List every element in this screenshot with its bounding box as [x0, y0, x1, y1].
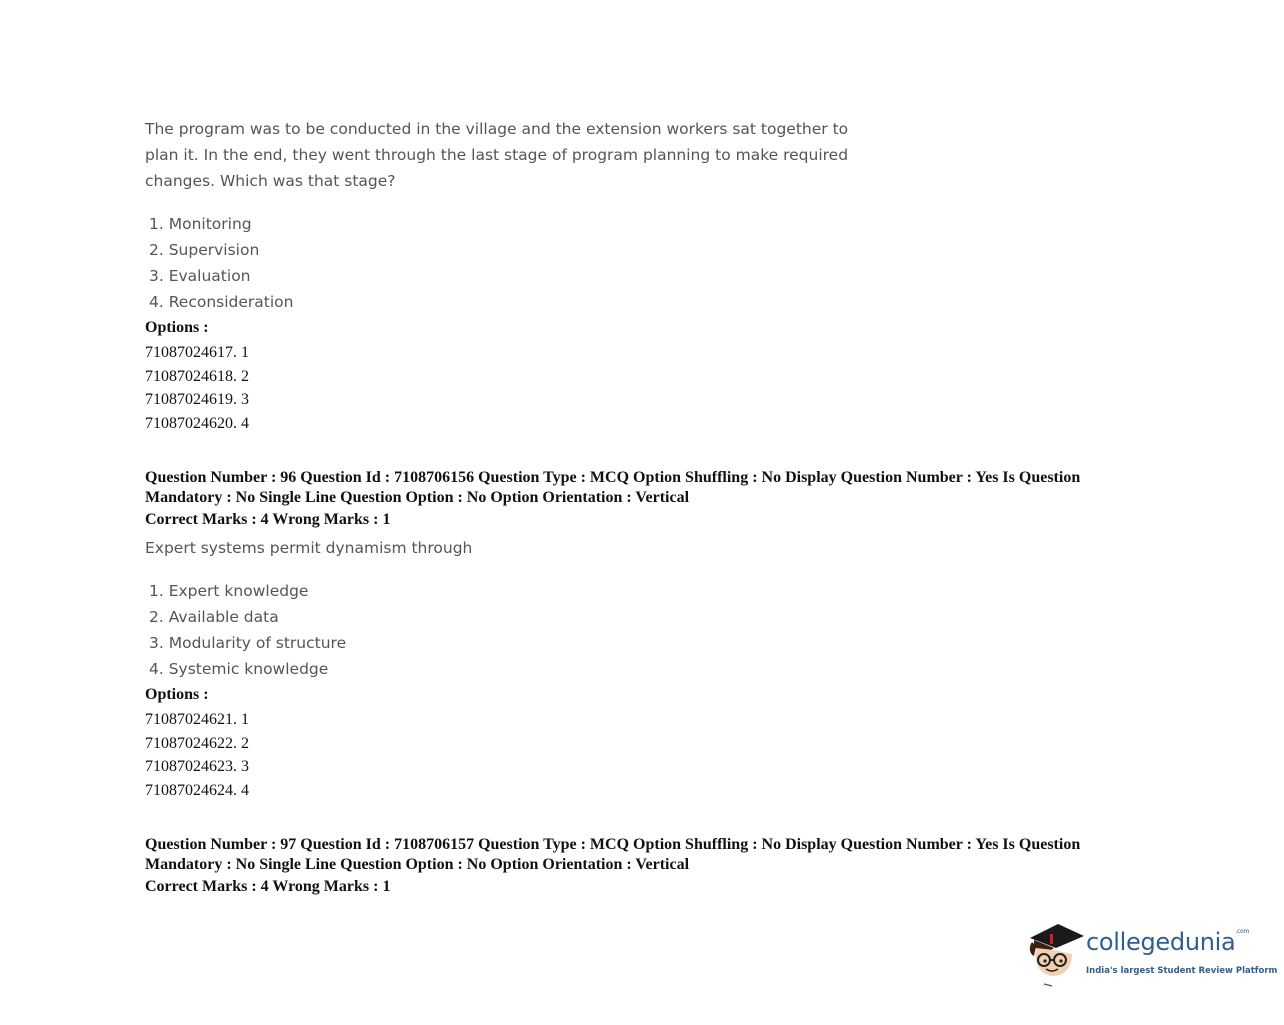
question-97-marks: Correct Marks : 4 Wrong Marks : 1 [145, 878, 391, 895]
option-id: 71087024623. 3 [145, 758, 249, 776]
option-id: 71087024617. 1 [145, 344, 249, 361]
question-96-choices [149, 578, 346, 682]
choice-item: 3. Modularity of structure [149, 634, 347, 652]
options-heading: Options : [145, 319, 209, 336]
option-id: 71087024624. 4 [145, 782, 249, 800]
question-96-options [145, 708, 249, 803]
brand-name-text: collegedunia [1086, 928, 1236, 956]
question-97-meta: Question Number : 97 Question Id : 7108706157 Question Type : MCQ Option Shuffling : No Display Question Number : Yes Is Question Mandatory : No Single Line Question Option : No Option Orientation : Vertical [145, 836, 1081, 873]
choice-item: 3. Evaluation [149, 267, 251, 285]
choice-item: 2. Available data [149, 608, 279, 626]
brand-name [1086, 928, 1249, 956]
option-id: 71087024619. 3 [145, 391, 249, 409]
question-96-text: Expert systems permit dynamism through [145, 539, 473, 557]
brand-tagline: India's largest Student Review Platform [1086, 966, 1278, 976]
choice-item: 4. Systemic knowledge [149, 660, 329, 678]
question-96-meta: Question Number : 96 Question Id : 7108706156 Question Type : MCQ Option Shuffling : No Display Question Number : Yes Is Question Mandatory : No Single Line Question Option : No Option Orientation : Vertical [145, 469, 1081, 506]
brand-suffix: .com [1235, 928, 1249, 935]
option-id: 71087024622. 2 [145, 734, 249, 752]
collegedunia-logo [1024, 918, 1278, 990]
choice-item: 1. Monitoring [149, 215, 252, 233]
question-96-marks: Correct Marks : 4 Wrong Marks : 1 [145, 511, 391, 528]
choice-item: 1. Expert knowledge [149, 582, 309, 600]
mascot-graduate-icon [1024, 918, 1086, 990]
question-95-choices [149, 211, 293, 315]
option-id: 71087024621. 1 [145, 711, 249, 728]
question-95-options [145, 341, 249, 436]
options-heading: Options : [145, 686, 209, 703]
choice-item: 2. Supervision [149, 241, 260, 259]
option-id: 71087024620. 4 [145, 415, 249, 433]
question-95-text: The program was to be conducted in the village and the extension workers sat together to plan it. In the end, they went through the last stage of program planning to make required changes. Which was that stage? [145, 120, 849, 190]
choice-item: 4. Reconsideration [149, 293, 294, 311]
option-id: 71087024618. 2 [145, 367, 249, 385]
